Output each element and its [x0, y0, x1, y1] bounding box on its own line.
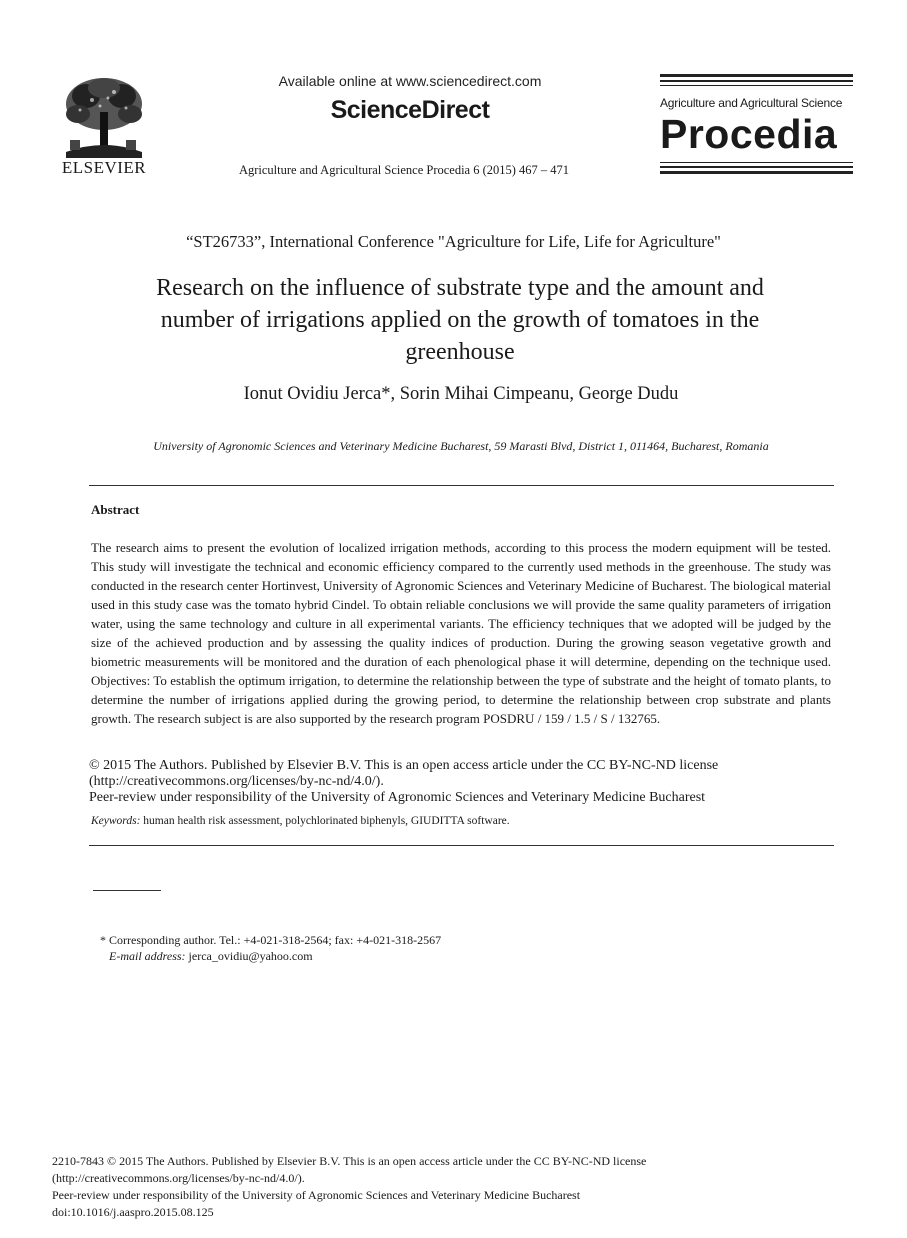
paper-title-line: greenhouse — [405, 339, 515, 365]
journal-subtitle: Agriculture and Agricultural Science — [660, 96, 843, 110]
journal-name: Procedia — [660, 111, 838, 157]
corresponding-author: * Corresponding author. Tel.: +4-021-318-2564; fax: +4-021-318-2567 — [100, 933, 442, 947]
footnote-rule — [93, 890, 161, 891]
email-address[interactable]: jerca_ovidiu@yahoo.com — [185, 949, 313, 963]
journal-reference: Agriculture and Agricultural Science Procedia 6 (2015) 467 – 471 — [238, 163, 570, 177]
procedia-logo — [660, 74, 853, 174]
paper-title-line: number of irrigations applied on the growth of tomatoes in the — [160, 307, 760, 333]
conference-name: “ST26733”, International Conference "Agriculture for Life, Life for Agriculture" — [186, 232, 721, 251]
email-line — [100, 948, 441, 964]
divider — [89, 485, 834, 486]
bottom-peer-review: Peer-review under responsibility of the University of Agronomic Sciences and Veterinary Medicine Bucharest — [52, 1188, 581, 1202]
paper-title — [90, 272, 830, 368]
corresponding-author-footnote — [100, 932, 441, 964]
doi[interactable]: doi:10.1016/j.aaspro.2015.08.125 — [52, 1205, 214, 1219]
license-link[interactable]: (http://creativecommons.org/licenses/by-nc-nd/4.0/). — [89, 774, 384, 789]
divider — [89, 845, 834, 846]
abstract-body: The research aims to present the evolution of localized irrigation methods, according to this process the modern equipment will be tested. This study will investigate the technical and economic efficiency compared to the currently used methods in the greenhouse. The study was conducted in the research center Hortinvest, University of Agronomic Sciences and Veterinary Medicine of Bucharest. The biological material used in this study case was the tomato hybrid Cindel. To obtain reliable conclusions we will provide the same quality parameters of irrigation water, using the same technology and culture in all experimental variants. The efficiency techniques that we adopted will be judged by the size of the achieved production and by assessing the quality indices of production. During the growing season vegetative growth and biometric measurements will be monitored and the duration of each phenological phase it will determine, depending on the technique used. Objectives: To establish the optimum irrigation, to determine the relationship between the type of substrate and the height of tomato plants, to determine the number of irrigations applied during the growing period, to determine the relationship between crop substrate and plants growth. The research subject is are also supported by the research program POSDRU / 159 / 1.5 / S / 132765. — [91, 540, 831, 726]
abstract-heading: Abstract — [91, 502, 140, 517]
copyright-notice — [89, 758, 849, 806]
bottom-license-link[interactable]: (http://creativecommons.org/licenses/by-nc-nd/4.0/). — [52, 1171, 305, 1185]
peer-review-note: Peer-review under responsibility of the University of Agronomic Sciences and Veterinary Medicine Bucharest — [89, 790, 706, 805]
email-label: E-mail address: — [109, 949, 186, 963]
issn-copyright: 2210-7843 © 2015 The Authors. Published by Elsevier B.V. This is an open access article under the CC BY-NC-ND license — [52, 1154, 647, 1168]
authors: Ionut Ovidiu Jerca*, Sorin Mihai Cimpeanu, George Dudu — [243, 384, 679, 404]
keywords-label: Keywords: — [91, 815, 141, 827]
paper-title-line: Research on the influence of substrate type and the amount and — [156, 275, 764, 301]
bottom-license-notice — [52, 1153, 646, 1221]
sciencedirect-logo: ScienceDirect — [330, 96, 490, 124]
copyright-line: © 2015 The Authors. Published by Elsevier B.V. This is an open access article under the CC BY-NC-ND license — [89, 758, 719, 773]
available-online-text: Available online at www.sciencedirect.com — [278, 73, 542, 89]
affiliation: University of Agronomic Sciences and Veterinary Medicine Bucharest, 59 Marasti Blvd, District 1, 011464, Bucharest, Romania — [153, 439, 769, 453]
publisher-name: ELSEVIER — [61, 158, 147, 177]
keywords — [91, 815, 510, 827]
keywords-list: human health risk assessment, polychlorinated biphenyls, GIUDITTA software. — [140, 815, 510, 827]
